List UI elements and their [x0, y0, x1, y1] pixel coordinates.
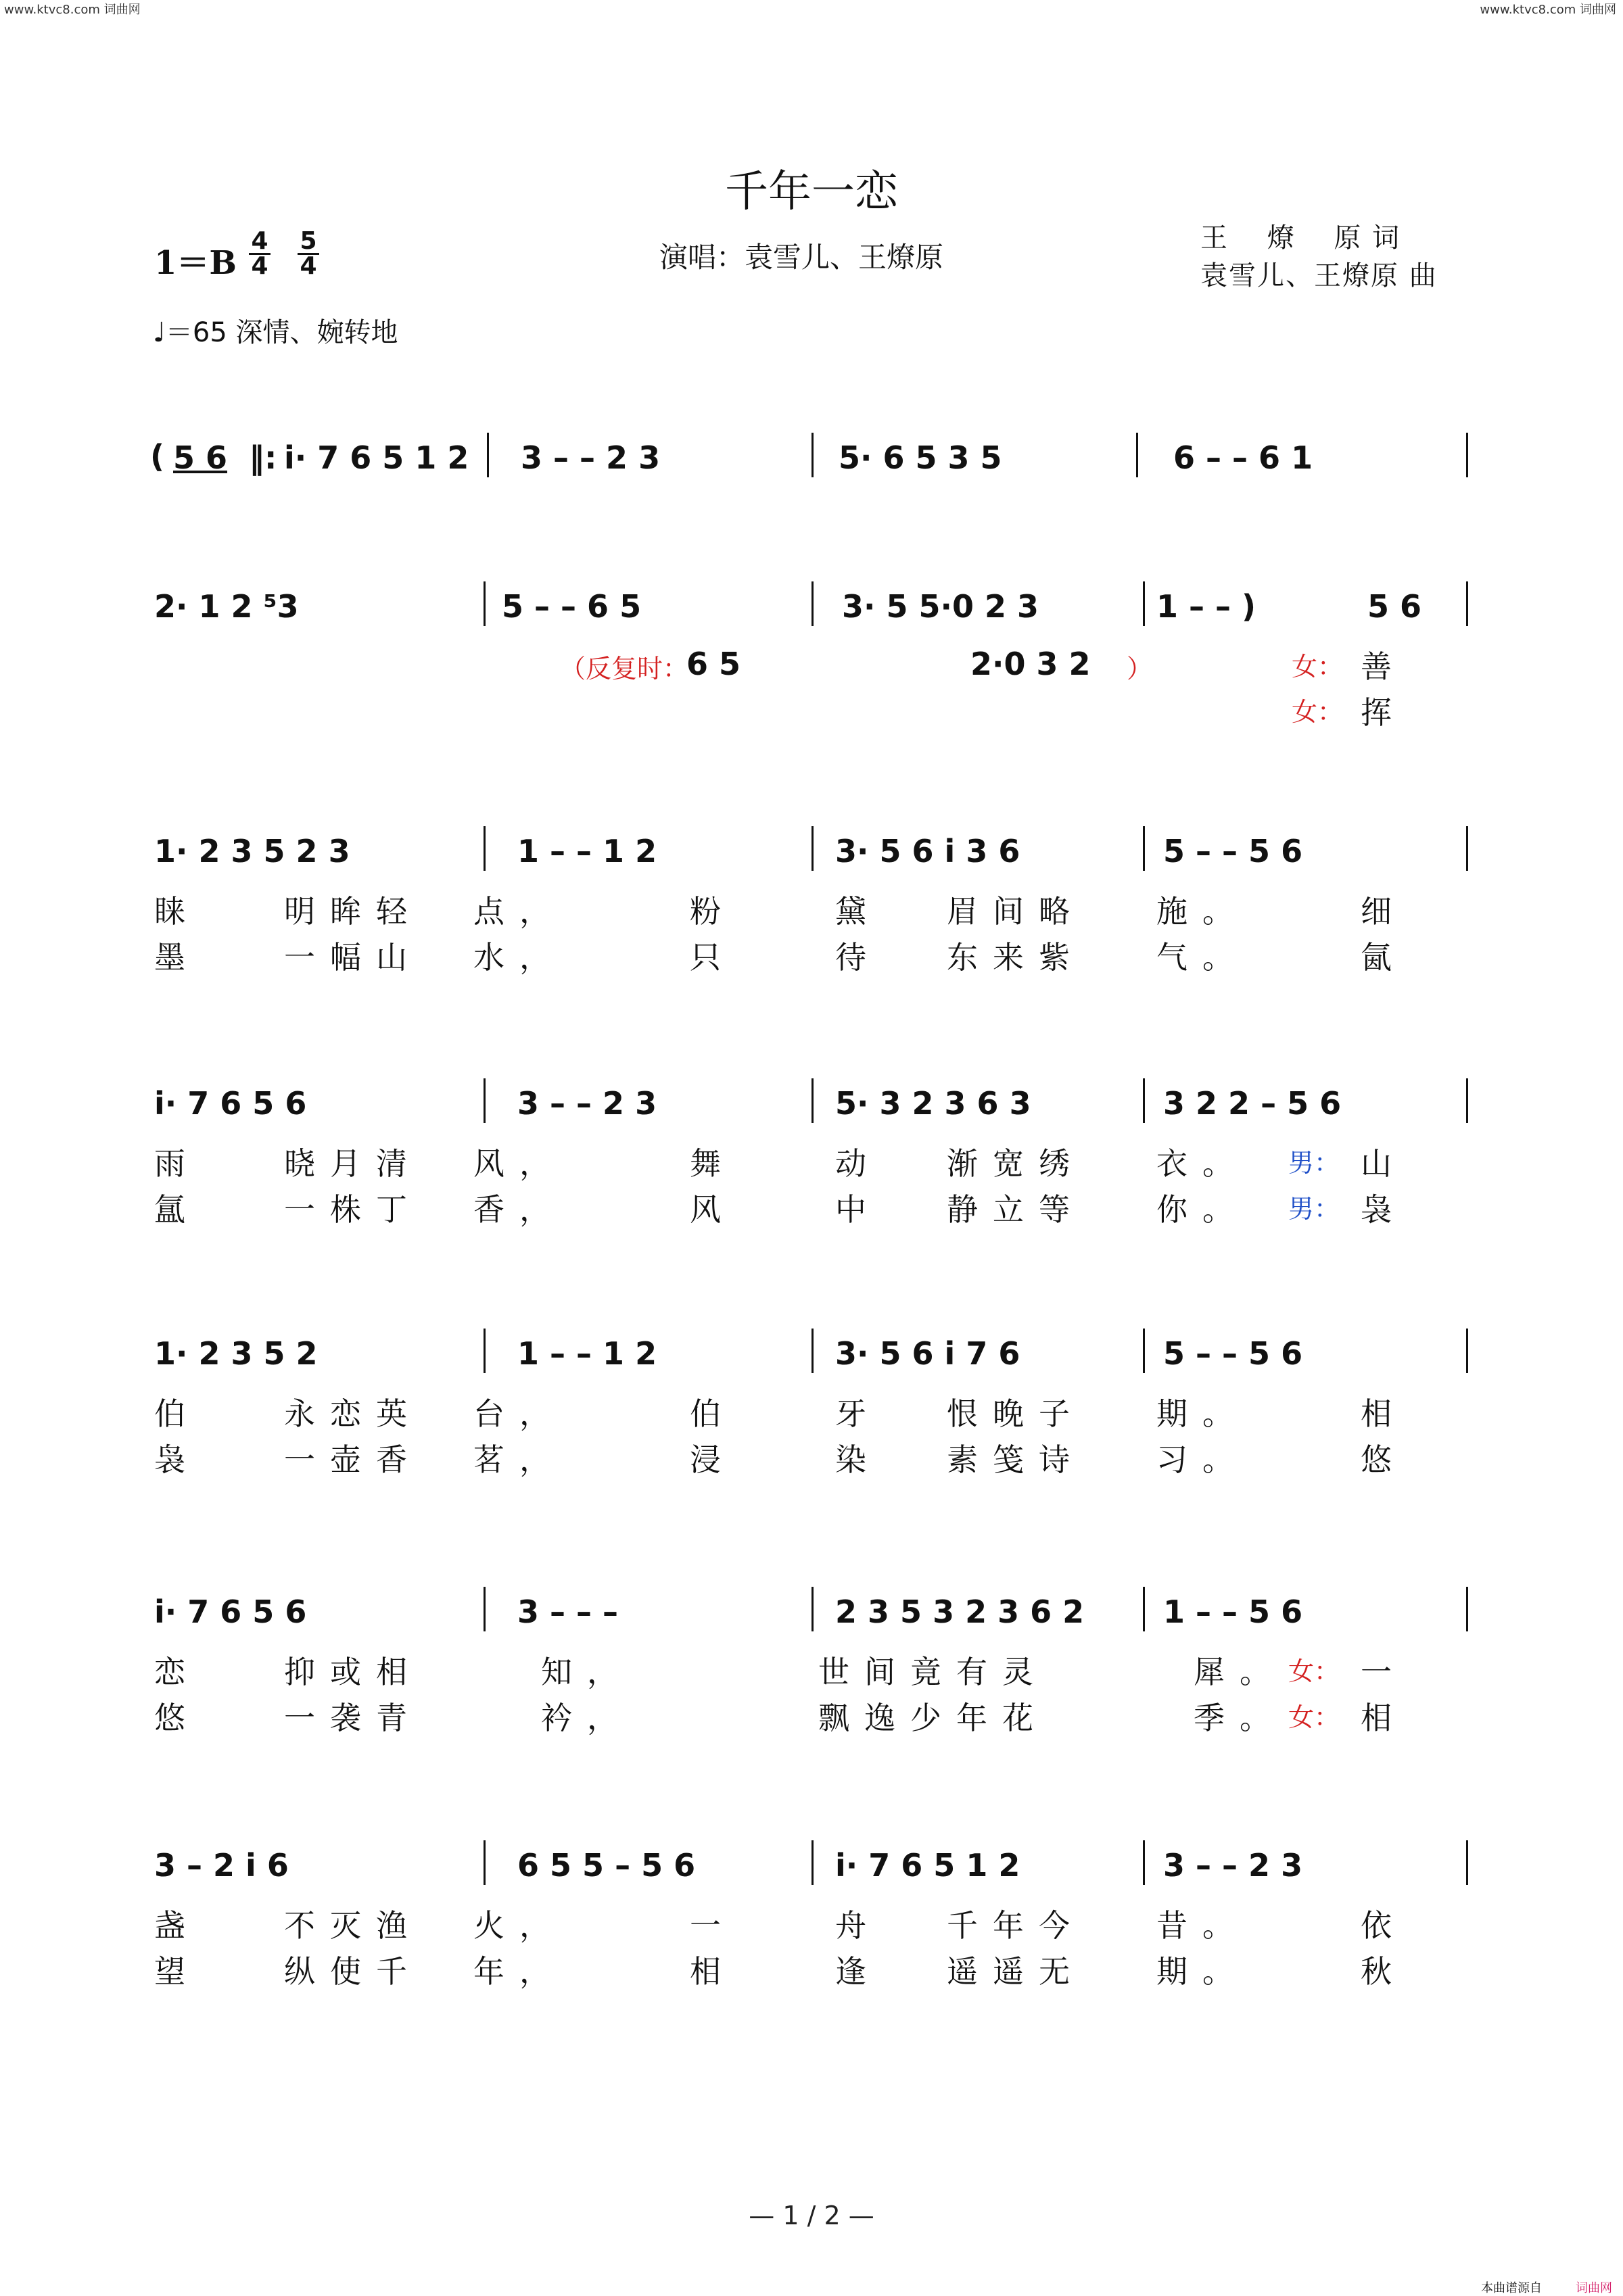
- bar-line: [1143, 1329, 1145, 1373]
- footer-right: 词曲网: [1576, 2281, 1612, 2295]
- lyric: 衿，: [541, 1700, 633, 1736]
- repeat-note-notes-a: 6 5: [686, 646, 741, 682]
- lyric: 秋: [1361, 1953, 1407, 1990]
- note-group: 5 6: [1367, 588, 1422, 625]
- note-group: 5 6: [173, 439, 228, 476]
- bar-line: [484, 1840, 486, 1885]
- lyric: 盏: [154, 1907, 200, 1944]
- lyric: 眉间略: [947, 893, 1085, 930]
- lyric: 飘逸少年花: [818, 1700, 1048, 1736]
- lyric: 东来紫: [947, 939, 1085, 976]
- lyric: 逢: [835, 1953, 881, 1990]
- lyric: 素笺诗: [947, 1441, 1085, 1478]
- repeat-start-sign: ‖:: [249, 439, 277, 476]
- lyric: 风，: [473, 1145, 565, 1182]
- bar-line: [812, 1587, 814, 1631]
- note-group: 3· 5 5·0 2 3: [842, 588, 1039, 625]
- bar-line: [812, 826, 814, 871]
- note-group: 3 – 2 i 6: [154, 1847, 289, 1884]
- key-signature: 1＝B: [154, 244, 237, 282]
- role-label: 女：: [1288, 1702, 1340, 1732]
- bar-line: [484, 581, 486, 626]
- repeat-note-label: （反复时：: [560, 654, 689, 684]
- lyric: 动: [835, 1145, 881, 1182]
- lyric: 茗，: [473, 1441, 565, 1478]
- composer-credit: 袁雪儿、王燎原 曲: [1200, 260, 1438, 291]
- lyric: 望: [154, 1953, 200, 1990]
- lyric: 期。: [1156, 1953, 1248, 1990]
- site-header-left: www.ktvc8.com 词曲网: [4, 3, 141, 17]
- bar-line: [1143, 581, 1145, 626]
- site-header-right: www.ktvc8.com 词曲网: [1480, 3, 1616, 17]
- lyric: 悠: [154, 1700, 200, 1736]
- role-label: 女：: [1288, 1656, 1340, 1686]
- lyric: 遥遥无: [947, 1953, 1085, 1990]
- bar-line: [1143, 1840, 1145, 1885]
- lyric: 恨晚子: [947, 1395, 1085, 1432]
- note-group: 5 – – 5 6: [1163, 1335, 1303, 1372]
- bar-line: [1466, 433, 1468, 477]
- lyric: 挥: [1361, 694, 1392, 731]
- note-group: 5 – – 5 6: [1163, 833, 1303, 869]
- bar-line: [1466, 1329, 1468, 1373]
- note-group: i· 7 6 5 6: [154, 1085, 307, 1122]
- lyric: 氲: [154, 1191, 200, 1228]
- lyric: 一壶香: [284, 1441, 422, 1478]
- lyric: 衣。: [1156, 1145, 1248, 1182]
- lyric: 袅: [1361, 1191, 1407, 1228]
- lyric: 睐: [154, 893, 200, 930]
- note-group: 1 – – ): [1156, 588, 1256, 625]
- lyric: 你。: [1156, 1191, 1248, 1228]
- lyric: 中: [835, 1191, 881, 1228]
- lyric: 晓月清: [284, 1145, 422, 1182]
- repeat-note-notes-b: 2·0 3 2: [970, 646, 1091, 682]
- note-group: 1· 2 3 5 2: [154, 1335, 318, 1372]
- note-group: i· 7 6 5 1 2: [835, 1847, 1020, 1884]
- page-title: 千年一恋: [725, 167, 898, 217]
- note-group: 2· 1 2 ⁵3: [154, 588, 299, 625]
- lyric: 山: [1361, 1145, 1407, 1182]
- note-group: 1 – – 1 2: [517, 833, 657, 869]
- note-group: 3 – – –: [517, 1594, 619, 1630]
- repeat-note-close: ）: [1127, 654, 1153, 684]
- lyric: 不灭渔: [284, 1907, 422, 1944]
- note-group: 5· 6 5 3 5: [839, 439, 1002, 476]
- note-group: 3· 5 6 i 3 6: [835, 833, 1020, 869]
- lyric: 明眸轻: [284, 893, 422, 930]
- lyric: 抑或相: [284, 1654, 422, 1690]
- lyric: 点，: [473, 893, 565, 930]
- note-group: 1 – – 5 6: [1163, 1594, 1303, 1630]
- lyric: 一: [690, 1907, 736, 1944]
- bar-line: [1143, 1078, 1145, 1123]
- bar-line: [484, 1587, 486, 1631]
- lyric: 相: [1361, 1700, 1407, 1736]
- lyric: 染: [835, 1441, 881, 1478]
- lyric: 一: [1361, 1654, 1407, 1690]
- note-group: 3 – – 2 3: [1163, 1847, 1303, 1884]
- lyric: 墨: [154, 939, 200, 976]
- lyric: 细: [1361, 893, 1407, 930]
- bar-line: [1466, 1840, 1468, 1885]
- lyric: 静立等: [947, 1191, 1085, 1228]
- lyric: 雨: [154, 1145, 200, 1182]
- lyric: 悠: [1361, 1441, 1407, 1478]
- lyric: 只: [690, 939, 736, 976]
- role-label: 男：: [1288, 1194, 1340, 1224]
- lyric: 水，: [473, 939, 565, 976]
- bar-line: [484, 826, 486, 871]
- role-label: 女：: [1292, 652, 1344, 681]
- lyric: 善: [1361, 648, 1392, 685]
- bar-line: [812, 1329, 814, 1373]
- bar-line: [1466, 1587, 1468, 1631]
- bar-line: [812, 1078, 814, 1123]
- tempo-marking: ♩＝65 深情、婉转地: [153, 317, 398, 348]
- lyric: 牙: [835, 1395, 881, 1432]
- note-group: 6 – – 6 1: [1173, 439, 1313, 476]
- lyric: 相: [1361, 1395, 1407, 1432]
- bar-line: [484, 1078, 486, 1123]
- time-signature-5-4: 5 4: [298, 230, 319, 278]
- note-group: 3 – – 2 3: [521, 439, 661, 476]
- bar-line: [812, 581, 814, 626]
- lyric: 昔。: [1156, 1907, 1248, 1944]
- lyric: 永恋英: [284, 1395, 422, 1432]
- lyric: 粉: [690, 893, 736, 930]
- lyric: 氤: [1361, 939, 1407, 976]
- lyric: 浸: [690, 1441, 736, 1478]
- note-group: 3· 5 6 i 7 6: [835, 1335, 1020, 1372]
- lyric: 待: [835, 939, 881, 976]
- bar-line: [1143, 826, 1145, 871]
- note-group: i· 7 6 5 1 2: [284, 439, 469, 476]
- lyric: 恋: [154, 1654, 200, 1690]
- lyric: 年，: [473, 1953, 565, 1990]
- lyric: 纵使千: [284, 1953, 422, 1990]
- lyric: 习。: [1156, 1441, 1248, 1478]
- paren-open: (: [150, 438, 165, 475]
- lyric: 知，: [541, 1654, 633, 1690]
- lyric: 一株丁: [284, 1191, 422, 1228]
- role-label: 女：: [1292, 697, 1344, 727]
- lyric: 犀。: [1194, 1654, 1286, 1690]
- lyric: 香，: [473, 1191, 565, 1228]
- note-group: 3 – – 2 3: [517, 1085, 657, 1122]
- lyric: 一袭青: [284, 1700, 422, 1736]
- lyric: 舞: [690, 1145, 736, 1182]
- bar-line: [487, 433, 489, 477]
- role-label: 男：: [1288, 1148, 1340, 1178]
- bar-line: [484, 1329, 486, 1373]
- lyric: 千年今: [947, 1907, 1085, 1944]
- lyric: 台，: [473, 1395, 565, 1432]
- lyric: 风: [690, 1191, 736, 1228]
- bar-line: [812, 433, 814, 477]
- lyric: 相: [690, 1953, 736, 1990]
- note-group: 5 – – 6 5: [502, 588, 642, 625]
- note-group: 6 5 5 – 5 6: [517, 1847, 696, 1884]
- lyric: 袅: [154, 1441, 200, 1478]
- lyricist-credit: 王 燎 原 词: [1200, 222, 1401, 254]
- note-group: 5· 3 2 3 6 3: [835, 1085, 1031, 1122]
- lyric: 伯: [690, 1395, 736, 1432]
- note-group: 1 – – 1 2: [517, 1335, 657, 1372]
- note-group: 3 2 2 – 5 6: [1163, 1085, 1342, 1122]
- lyric: 世间竟有灵: [818, 1654, 1048, 1690]
- note-group: 2 3 5 3 2 3 6 2: [835, 1594, 1085, 1630]
- footer-left: 本曲谱源自: [1481, 2281, 1542, 2295]
- lyric: 舟: [835, 1907, 881, 1944]
- lyric: 黛: [835, 893, 881, 930]
- lyric: 渐宽绣: [947, 1145, 1085, 1182]
- bar-line: [812, 1840, 814, 1885]
- lyric: 一幅山: [284, 939, 422, 976]
- bar-line: [1466, 1078, 1468, 1123]
- note-group: i· 7 6 5 6: [154, 1594, 307, 1630]
- bar-line: [1136, 433, 1138, 477]
- lyric: 期。: [1156, 1395, 1248, 1432]
- quarter-note-icon: ♩: [153, 317, 166, 348]
- lyric: 火，: [473, 1907, 565, 1944]
- bar-line: [1143, 1587, 1145, 1631]
- note-group: 1· 2 3 5 2 3: [154, 833, 350, 869]
- bar-line: [1466, 581, 1468, 626]
- lyric: 季。: [1194, 1700, 1286, 1736]
- lyric: 气。: [1156, 939, 1248, 976]
- bar-line: [1466, 826, 1468, 871]
- time-signature-4-4: 4 4: [249, 230, 270, 278]
- lyric: 伯: [154, 1395, 200, 1432]
- page-number: — 1 / 2 —: [749, 2201, 874, 2230]
- lyric: 施。: [1156, 893, 1248, 930]
- lyric: 依: [1361, 1907, 1407, 1944]
- singers: 演唱：袁雪儿、王燎原: [659, 241, 944, 274]
